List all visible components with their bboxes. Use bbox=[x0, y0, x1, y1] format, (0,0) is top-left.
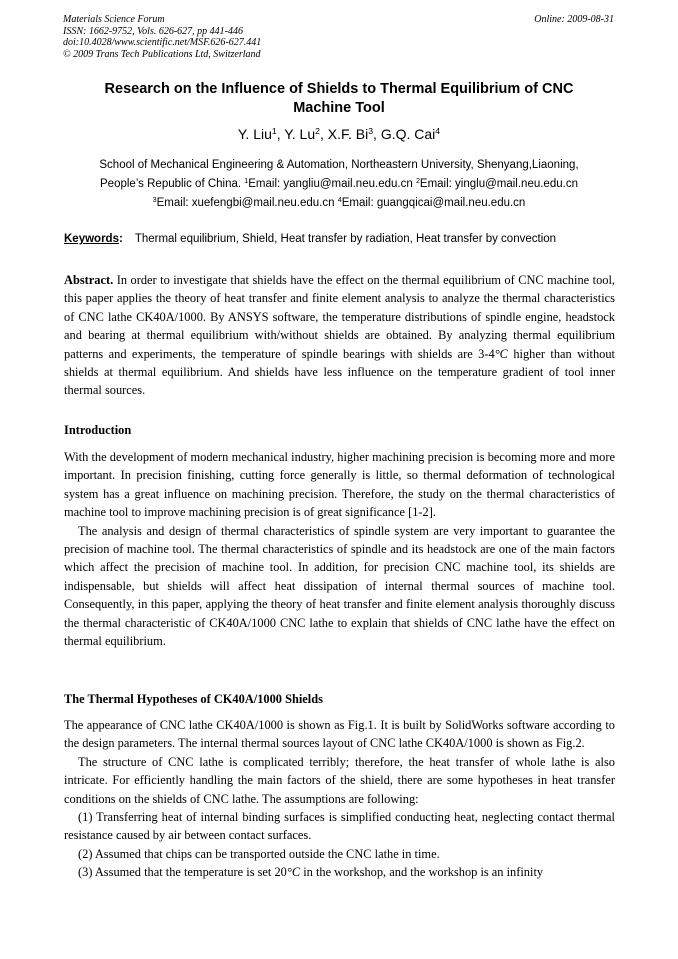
author-number: 2 bbox=[315, 126, 320, 137]
affiliation-line-3 bbox=[60, 194, 618, 213]
abstract-text-end: higher than without shields at thermal equilibrium. And shields have less influence on the temperature gradient of tool inner thermal sources. bbox=[64, 346, 615, 398]
list-item bbox=[64, 863, 615, 881]
abstract-text: In order to investigate that shields have the effect on the thermal equilibrium of CNC machine tool, this paper applies the theory of heat transfer and finite element analysis to analyze the thermal characteristics of CNC lathe CK40A/1000. By ANSYS software, the temperature distributions of spindle engine, headstock and bearing at thermal equilibrium with/without shields are obtained. By analyzing thermal equilibrium patterns and experiments, the temperature of spindle bearings with shields are 3-4 bbox=[64, 273, 615, 361]
temperature-unit: °C bbox=[494, 346, 508, 361]
list-item-text: (3) Assumed that the temperature is set 20 bbox=[78, 865, 287, 880]
affiliation bbox=[60, 156, 618, 213]
paragraph: The analysis and design of thermal characteristics of spindle system are very important to guarantee the precision of machine tool. The thermal characteristics of spindle and its headstock are one of the main factors which affect the precision of machine tool. In addition, for precision CNC machine tool, its shields are indispensable, but shields will affect heat dissipation of internal thermal sources of machine tool. Consequently, in this paper, applying the theory of heat transfer and finite element analysis thoroughly discuss the thermal characteristic of CK40A/1000 CNC lathe to explain that shields of CNC lathe have the effect on thermal equilibrium. bbox=[64, 523, 615, 649]
keywords-colon: : bbox=[118, 233, 123, 245]
email-number: 2 bbox=[415, 177, 420, 186]
list-item-text-end: in the workshop, and the workshop is an infinity bbox=[300, 865, 544, 880]
author-number: 3 bbox=[368, 126, 374, 137]
email-number: 4 bbox=[337, 196, 342, 205]
list-item: (2) Assumed that chips can be transported outside the CNC lathe in time. bbox=[78, 846, 440, 861]
email-address: Email: yangliu@mail.neu.edu.cn bbox=[248, 178, 413, 190]
online-date: Online: 2009-08-31 bbox=[534, 14, 614, 25]
author-name: G.Q. Cai bbox=[380, 126, 436, 142]
journal-header bbox=[63, 14, 261, 60]
author-name: Y. Liu bbox=[237, 126, 272, 142]
title-line-2: Machine Tool bbox=[293, 100, 385, 116]
thermal-hypotheses-section bbox=[64, 716, 615, 882]
paper-title bbox=[60, 80, 618, 118]
author-name: X.F. Bi bbox=[327, 126, 369, 142]
title-line-1: Research on the Influence of Shields to Thermal Equilibrium of CNC bbox=[104, 81, 574, 97]
abstract-label: Abstract. bbox=[64, 273, 114, 287]
email-address: Email: yinglu@mail.neu.edu.cn bbox=[419, 178, 578, 190]
email-address: Email: guangqicai@mail.neu.edu.cn bbox=[341, 197, 526, 209]
email-number: 3 bbox=[152, 196, 157, 205]
abstract bbox=[64, 271, 615, 400]
author-name: Y. Lu bbox=[284, 126, 316, 142]
issn-line: ISSN: 1662-9752, Vols. 626-627, pp 441-446 bbox=[63, 25, 243, 37]
paragraph: The appearance of CNC lathe CK40A/1000 is shown as Fig.1. It is built by SolidWorks software according to the design parameters. The internal thermal sources layout of CNC lathe CK40A/1000 is shown as Fig.2. bbox=[64, 718, 615, 751]
author-list: Y. Liu$^1$, Y. Lu$^2$, X.F. Bi$^3$, G.Q. Cai$^4$ bbox=[237, 126, 441, 142]
paragraph: The structure of CNC lathe is complicated terribly; therefore, the heat transfer of whole lathe is also intricate. For efficiently handling the main factors of the shield, there are some hypotheses in heat transfer conditions on the shields of CNC lathe. The assumptions are following: bbox=[64, 754, 615, 806]
thermal-hypotheses-heading: The Thermal Hypotheses of CK40A/1000 Shields bbox=[64, 692, 323, 706]
keywords bbox=[64, 233, 624, 245]
affiliation-line-1: School of Mechanical Engineering & Automation, Northeastern University, Shenyang,Liaoning, bbox=[99, 159, 579, 171]
keywords-label: Keywords bbox=[64, 233, 119, 245]
author-number: 1 bbox=[271, 126, 277, 137]
journal-name: Materials Science Forum bbox=[63, 14, 165, 25]
author-number: 4 bbox=[435, 126, 441, 137]
list-item: (1) Transferring heat of internal binding surfaces is simplified conducting heat, neglecting contact thermal resistance caused by air between contact surfaces. bbox=[64, 810, 615, 843]
paragraph: With the development of modern mechanical industry, higher machining precision is becoming more and more important. In precision finishing, cutting force generally is little, so thermal deformation of technological system has a great influence on machining precision. Therefore, the study on the thermal characteristics of machine tool to improve machining precision is of great significance [1-2]. bbox=[64, 450, 615, 520]
doi-line: doi:10.4028/www.scientific.net/MSF.626-627.441 bbox=[63, 37, 262, 48]
email-number: 1 bbox=[244, 177, 249, 186]
keywords-text: Thermal equilibrium, Shield, Heat transfer by radiation, Heat transfer by convection bbox=[134, 233, 557, 245]
affiliation-country: People’s Republic of China. bbox=[100, 178, 245, 190]
introduction-section bbox=[64, 448, 615, 650]
introduction-heading: Introduction bbox=[64, 423, 132, 437]
email-address: Email: xuefengbi@mail.neu.edu.cn bbox=[156, 197, 335, 209]
copyright-line: © 2009 Trans Tech Publications Ltd, Switzerland bbox=[63, 48, 261, 60]
affiliation-line-2 bbox=[60, 175, 618, 194]
temperature-unit: °C bbox=[286, 865, 301, 880]
